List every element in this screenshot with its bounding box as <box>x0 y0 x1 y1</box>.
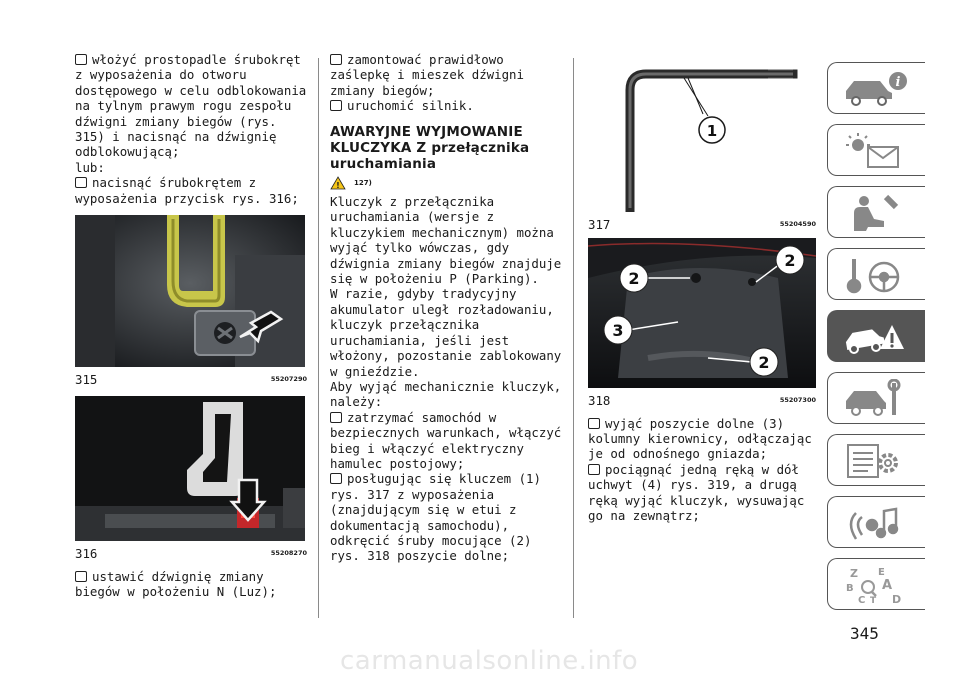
callout-3: 3 <box>612 320 624 340</box>
warning-ref-number: 127) <box>354 178 372 187</box>
tab-car-info[interactable] <box>827 62 925 114</box>
index-letter-d: D <box>892 593 902 605</box>
text-or: lub: <box>75 159 105 175</box>
instruction-start-engine: uruchomić silnik. <box>330 98 562 113</box>
column-3 <box>588 52 816 523</box>
callout-2b: 2 <box>784 250 796 270</box>
section-heading: AWARYJNE WYJMOWANIE KLUCZYKA Z przełącznika uruchamiania <box>330 123 530 172</box>
index-letter-b: B <box>846 583 854 594</box>
tab-multimedia[interactable] <box>827 496 925 548</box>
instruction-remove-cover: wyjąć poszycie dolne (3) kolumny kierownicy, odłączając je od odnośnego gniazda; <box>588 416 816 462</box>
instruction-gear-neutral: ustawić dźwignię zmiany biegów w położeniu N (Luz); <box>75 569 307 600</box>
instruction-stop-car: zatrzymać samochód w bezpiecznych warunkach, włączyć bieg i włączyć elektryczny hamulec postojowy; <box>330 409 562 471</box>
figure-318 <box>588 238 816 409</box>
column-divider-2 <box>573 58 574 618</box>
instruction-insert-screwdriver: włożyć prostopadle śrubokręt z wyposażenia do otworu dostępowego w celu odblokowania na tylnym prawym rogu zespołu dźwigni zmiany biegów (rys. 315) i nacisnąć na dźwignię odblokowującą; <box>75 52 307 160</box>
index-letter-t: T <box>870 596 877 605</box>
warning-triangle-icon <box>330 176 346 190</box>
paragraph-key-removal: Kluczyk z przełącznika uruchamiania (wersje z kluczykiem mechanicznym) można wyjąć tylko wówczas, gdy dźwignia zmiany biegów znajduje się w położeniu P (Parking). <box>330 194 562 287</box>
key-steering-icon <box>840 255 912 295</box>
figure-318-number: 318 <box>588 393 611 409</box>
watermark: carmanualsonline.info <box>340 646 639 676</box>
warning-reference <box>330 176 562 191</box>
figure-315-number: 315 <box>75 372 98 388</box>
figure-317-code: 55204590 <box>779 220 816 229</box>
paragraph-battery: W razie, gdyby tradycyjny akumulator uległ rozładowaniu, kluczyk przełącznika uruchamiania, jeśli jest włożony, pozostanie zablokowany w gnieździe. <box>330 286 562 379</box>
tab-starting-driving[interactable] <box>827 248 925 300</box>
specs-gear-icon <box>840 441 912 481</box>
photo-steering-column-cover <box>588 238 816 388</box>
instruction-unscrew: posługując się kluczem (1) rys. 317 z wyposażenia (znajdującym się w etui z dokumentacją samochodu), odkręcić śruby mocujące (2) rys. 318 poszycie dolne; <box>330 471 562 563</box>
index-letter-e: E <box>878 567 885 578</box>
index-letter-c: C <box>858 595 866 605</box>
airbag-seat-icon <box>840 193 912 233</box>
car-service-icon <box>840 379 912 419</box>
tab-index[interactable] <box>827 558 925 610</box>
figure-315 <box>75 215 307 388</box>
figure-318-code: 55207300 <box>779 396 816 405</box>
tab-lights-messages[interactable] <box>827 124 925 176</box>
figure-316-number: 316 <box>75 546 98 562</box>
instruction-pull-handle: pociągnąć jedną ręką w dół uchwyt (4) rys. 319, a drugą ręką wyjąć kluczyk, wysuwając go na zewnątrz; <box>588 462 816 524</box>
svg-text:!: ! <box>336 181 340 191</box>
callout-1: 1 <box>706 122 718 140</box>
index-letter-a: A <box>882 578 893 593</box>
figure-316-code: 55208270 <box>270 549 307 558</box>
svg-text:i: i <box>895 75 901 90</box>
instruction-mount-cap: zamontować prawidłowo zaślepkę i mieszek dźwigni zmiany biegów; <box>330 52 562 98</box>
figure-315-code: 55207290 <box>270 375 307 384</box>
figure-316 <box>75 396 307 562</box>
emergency-car-icon <box>840 317 912 357</box>
figure-317-number: 317 <box>588 217 611 233</box>
callout-2c: 2 <box>758 352 770 372</box>
paragraph-how-to: Aby wyjąć mechanicznie kluczyk, należy: <box>330 378 562 410</box>
column-1 <box>75 52 307 600</box>
index-letter-z: Z <box>850 567 858 580</box>
page-number: 345 <box>850 624 879 643</box>
figure-317 <box>588 60 816 233</box>
tab-service[interactable] <box>827 372 925 424</box>
lights-message-icon <box>840 131 912 171</box>
tab-technical-data[interactable] <box>827 434 925 486</box>
index-letters-icon <box>840 565 912 605</box>
tab-safety[interactable] <box>827 186 925 238</box>
column-2 <box>330 52 562 564</box>
multimedia-icon <box>840 503 912 543</box>
drawing-allen-key <box>588 60 816 212</box>
instruction-press-button: nacisnąć śrubokrętem z wyposażenia przycisk rys. 316; <box>75 175 307 206</box>
car-info-icon <box>840 69 912 109</box>
callout-2a: 2 <box>628 268 640 288</box>
photo-release-button <box>75 396 305 541</box>
tab-emergency[interactable] <box>827 310 925 362</box>
column-divider-1 <box>318 58 319 618</box>
photo-gear-lever-release <box>75 215 305 367</box>
